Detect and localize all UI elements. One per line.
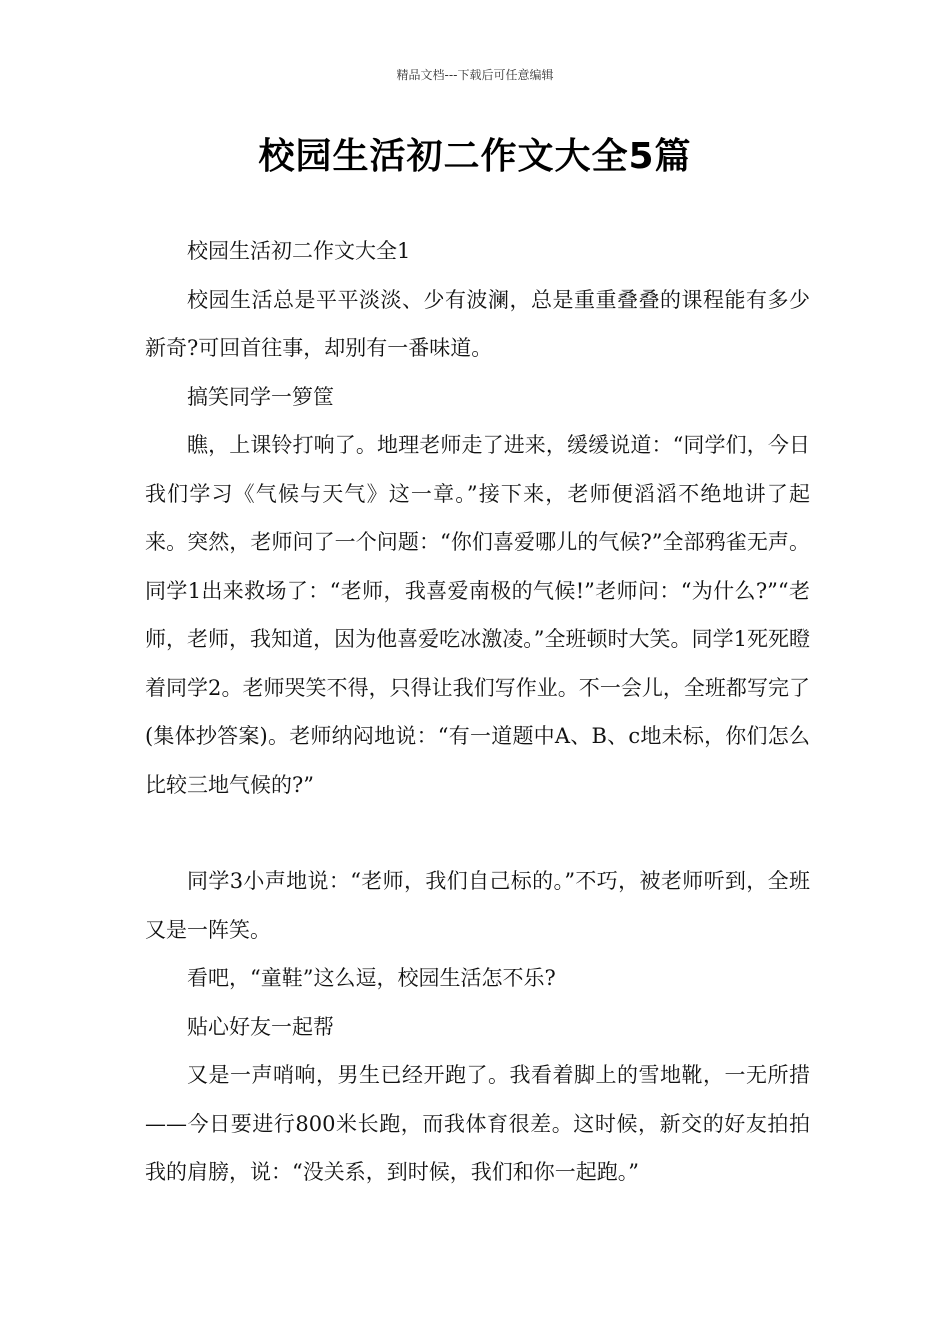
paragraph: 又是一声哨响，男生已经开跑了。我看着脚上的雪地靴，一无所措——今日要进行800米长跑，而我体育很差。这时候，新交的好友拍拍我的肩膀，说：“没关系，到时候，我们和你一起跑。” xyxy=(145,1063,810,1184)
section-heading: 校园生活初二作文大全1 xyxy=(187,239,411,263)
document-body xyxy=(145,227,810,1197)
subheading: 贴心好友一起帮 xyxy=(187,1014,334,1039)
paragraph: 看吧，“童鞋”这么逗，校园生活怎不乐? xyxy=(187,966,556,990)
document-header-note: 精品文档---下载后可任意编辑 xyxy=(396,68,554,82)
subheading: 搞笑同学一箩筐 xyxy=(187,384,334,409)
paragraph: 同学3小声地说：“老师，我们自己标的。”不巧，被老师听到，全班又是一阵笑。 xyxy=(145,869,810,942)
paragraph: 校园生活总是平平淡淡、少有波澜，总是重重叠叠的课程能有多少新奇?可回首往事，却别有一番味道。 xyxy=(145,287,810,360)
document-title: 校园生活初二作文大全5篇 xyxy=(258,136,692,177)
paragraph: 瞧，上课铃打响了。地理老师走了进来，缓缓说道：“同学们，今日我们学习《气候与天气》这一章。”接下来，老师便滔滔不绝地讲了起来。突然，老师问了一个问题：“你们喜爱哪儿的气候?”全部鸦雀无声。同学1出来救场了：“老师，我喜爱南极的气候!”老师问：“为什么?”“老师，老师，我知道，因为他喜爱吃冰激凌。”全班顿时大笑。同学1死死瞪着同学2。老师哭笑不得，只得让我们写作业。不一会儿，全班都写完了(集体抄答案)。老师纳闷地说：“有一道题中A、B、c地未标，你们怎么比较三地气候的?” xyxy=(145,433,810,797)
